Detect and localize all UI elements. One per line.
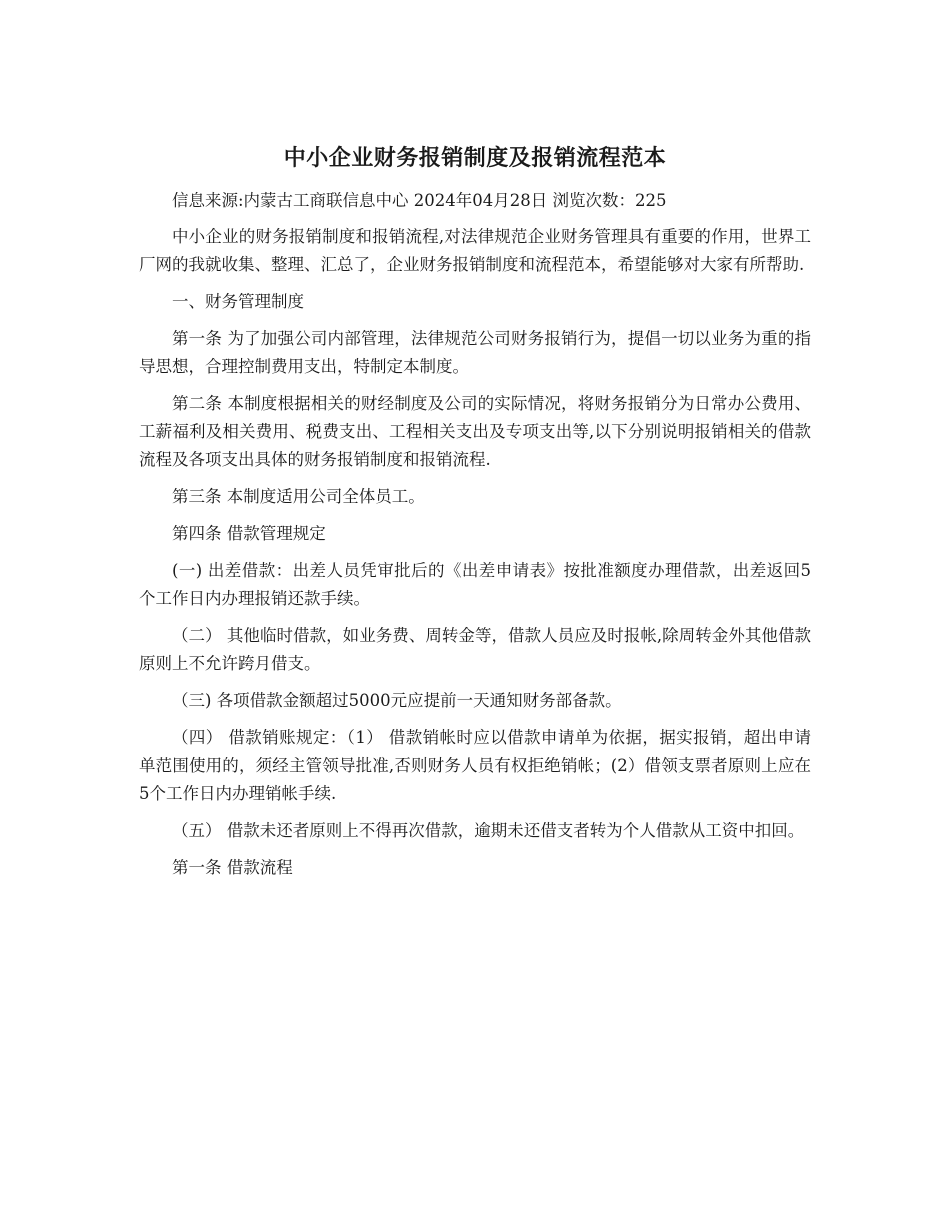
section-heading: 一、财务管理制度 bbox=[172, 292, 304, 311]
article-1-paragraph: 第一条 为了加强公司内部管理，法律规范公司财务报销行为，提倡一切以业务为重的指导思想，合理控制费用支出，特制定本制度。 bbox=[139, 329, 811, 376]
intro-paragraph: 中小企业的财务报销制度和报销流程,对法律规范企业财务管理具有重要的作用，世界工厂网的我就收集、整理、汇总了，企业财务报销制度和流程范本，希望能够对大家有所帮助. bbox=[139, 227, 811, 274]
source-info-line: 信息来源:内蒙古工商联信息中心 2024年04月28日 浏览次数：225 bbox=[172, 191, 667, 210]
article-4-heading: 第四条 借款管理规定 bbox=[172, 524, 326, 543]
clause-4-paragraph: （四） 借款销账规定：（1） 借款销帐时应以借款申请单为依据，据实报销，超出申请单范围使用的，须经主管领导批准,否则财务人员有权拒绝销帐；(2）借领支票者原则上应在5个工作日内办理销帐手续. bbox=[139, 728, 811, 803]
clause-3-paragraph: （三) 各项借款金额超过5000元应提前一天通知财务部备款。 bbox=[172, 691, 622, 710]
document-body bbox=[139, 187, 811, 891]
clause-1-paragraph: (一) 出差借款：出差人员凭审批后的《出差申请表》按批准额度办理借款，出差返回5个工作日内办理报销还款手续。 bbox=[139, 561, 811, 608]
clause-5-paragraph: （五） 借款未还者原则上不得再次借款，逾期未还借支者转为个人借款从工资中扣回。 bbox=[172, 821, 805, 840]
loan-process-heading: 第一条 借款流程 bbox=[172, 858, 293, 877]
document-title: 中小企业财务报销制度及报销流程范本 bbox=[283, 145, 667, 171]
clause-2-paragraph: （二） 其他临时借款，如业务费、周转金等，借款人员应及时报帐,除周转金外其他借款原则上不允许跨月借支。 bbox=[139, 626, 811, 673]
article-3-paragraph: 第三条 本制度适用公司全体员工。 bbox=[172, 487, 425, 506]
article-2-paragraph: 第二条 本制度根据相关的财经制度及公司的实际情况，将财务报销分为日常办公费用、工薪福利及相关费用、税费支出、工程相关支出及专项支出等,以下分别说明报销相关的借款流程及各项支出具体的财务报销制度和报销流程. bbox=[139, 394, 811, 469]
